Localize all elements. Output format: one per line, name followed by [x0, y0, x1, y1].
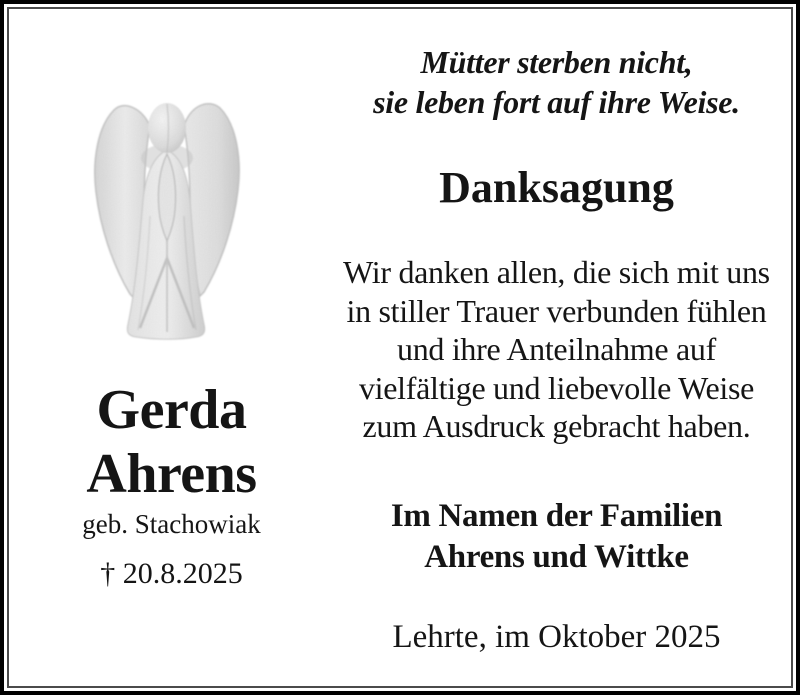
deceased-last-name: Ahrens	[86, 443, 257, 505]
angel-figurine-icon	[90, 96, 250, 346]
thanks-line-3: und ihre Anteilnahme auf	[397, 331, 716, 367]
danksagung-heading: Danksagung	[439, 163, 674, 212]
thanks-line-1: Wir danken allen, die sich mit uns	[343, 254, 770, 290]
family-line-1: Im Namen der Familien	[390, 498, 723, 534]
deceased-name	[14, 378, 329, 506]
death-date: † 20.8.2025	[100, 557, 243, 590]
quote-line-2: sie leben fort auf ihre Weise.	[373, 84, 740, 120]
thanks-line-2: in stiller Trauer verbunden fühlen	[346, 292, 767, 329]
angel-figurine-image	[90, 96, 250, 346]
thanks-text	[329, 253, 784, 446]
maiden-name: geb. Stachowiak	[82, 509, 261, 539]
thanks-line-5: zum Ausdruck gebracht haben.	[362, 408, 751, 444]
left-column	[14, 4, 329, 691]
right-column	[329, 4, 784, 691]
family-names	[329, 496, 784, 578]
family-line-2: Ahrens und Wittke	[424, 539, 689, 575]
quote-line-1: Mütter sterben nicht,	[420, 44, 693, 80]
thanks-line-4: vielfältige und liebevolle Weise	[358, 369, 755, 406]
place-and-date: Lehrte, im Oktober 2025	[392, 619, 721, 655]
deceased-first-name: Gerda	[96, 379, 247, 441]
memorial-quote	[329, 42, 784, 122]
